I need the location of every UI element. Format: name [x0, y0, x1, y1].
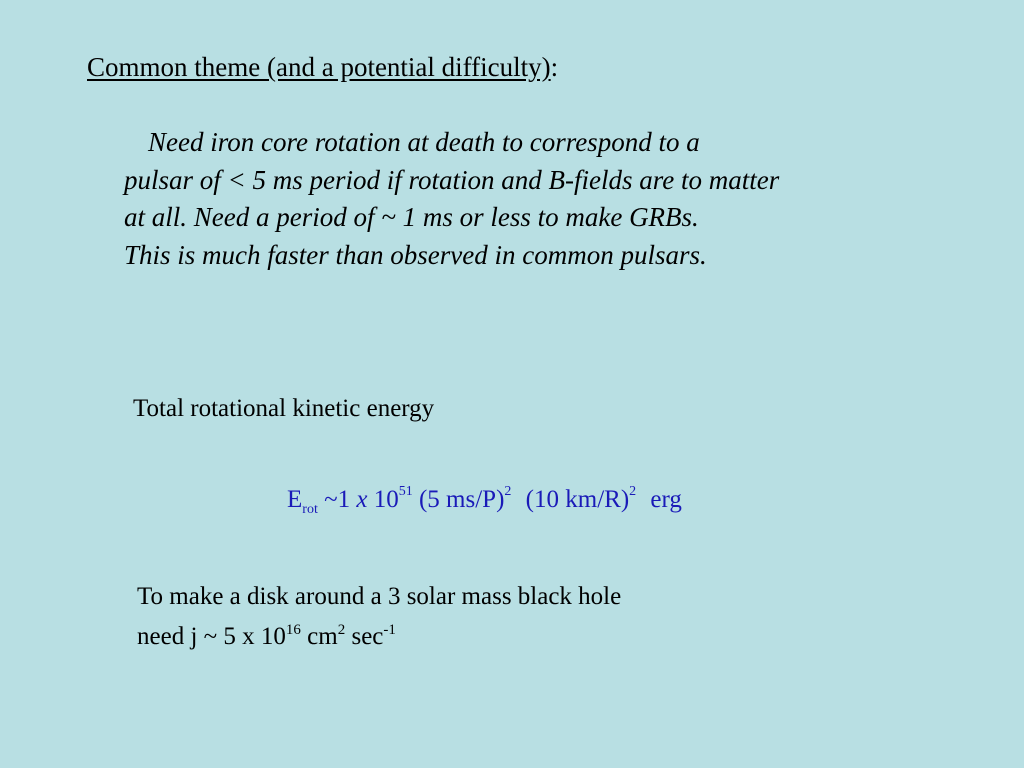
heading-colon: : [550, 52, 559, 82]
equation-approx: ~ [324, 486, 338, 513]
paragraph-line-2: pulsar of < 5 ms period if rotation and B-fields are to matter [124, 165, 780, 195]
equation-unit: erg [650, 486, 682, 513]
disk-line-1: To make a disk around a 3 solar mass black hole [137, 583, 622, 610]
energy-label: Total rotational kinetic energy [133, 395, 435, 422]
cm-unit: cm [307, 623, 338, 650]
j-exponent: 16 [285, 622, 301, 638]
equation-period-term: (5 ms/P) [418, 486, 505, 513]
equation-exponent: 51 [398, 484, 413, 499]
equation-radius-term: (10 km/R) [525, 486, 630, 513]
sec-exponent: -1 [383, 622, 396, 638]
slide-heading [87, 52, 558, 83]
disk-line-2-prefix: need j ~ 5 x 10 [137, 623, 286, 650]
equation-times: x [356, 486, 368, 513]
equation-radius-exponent: 2 [629, 484, 637, 499]
equation-period-exponent: 2 [504, 484, 512, 499]
equation-symbol: E [287, 486, 303, 513]
disk-line-2 [137, 622, 396, 651]
paragraph-line-1: Need iron core rotation at death to correspond to a [148, 127, 700, 157]
sec-unit: sec [351, 623, 384, 650]
equation-base: 10 [373, 486, 399, 513]
paragraph-line-3: at all. Need a period of ~ 1 ms or less to make GRBs. [124, 202, 699, 232]
cm-exponent: 2 [337, 622, 346, 638]
rotational-energy-equation [287, 484, 682, 518]
heading-text: Common theme (and a potential difficulty) [87, 52, 551, 82]
equation-subscript: rot [302, 502, 318, 517]
paragraph-line-4: This is much faster than observed in common pulsars. [124, 240, 707, 270]
equation-coefficient: 1 [337, 486, 351, 513]
